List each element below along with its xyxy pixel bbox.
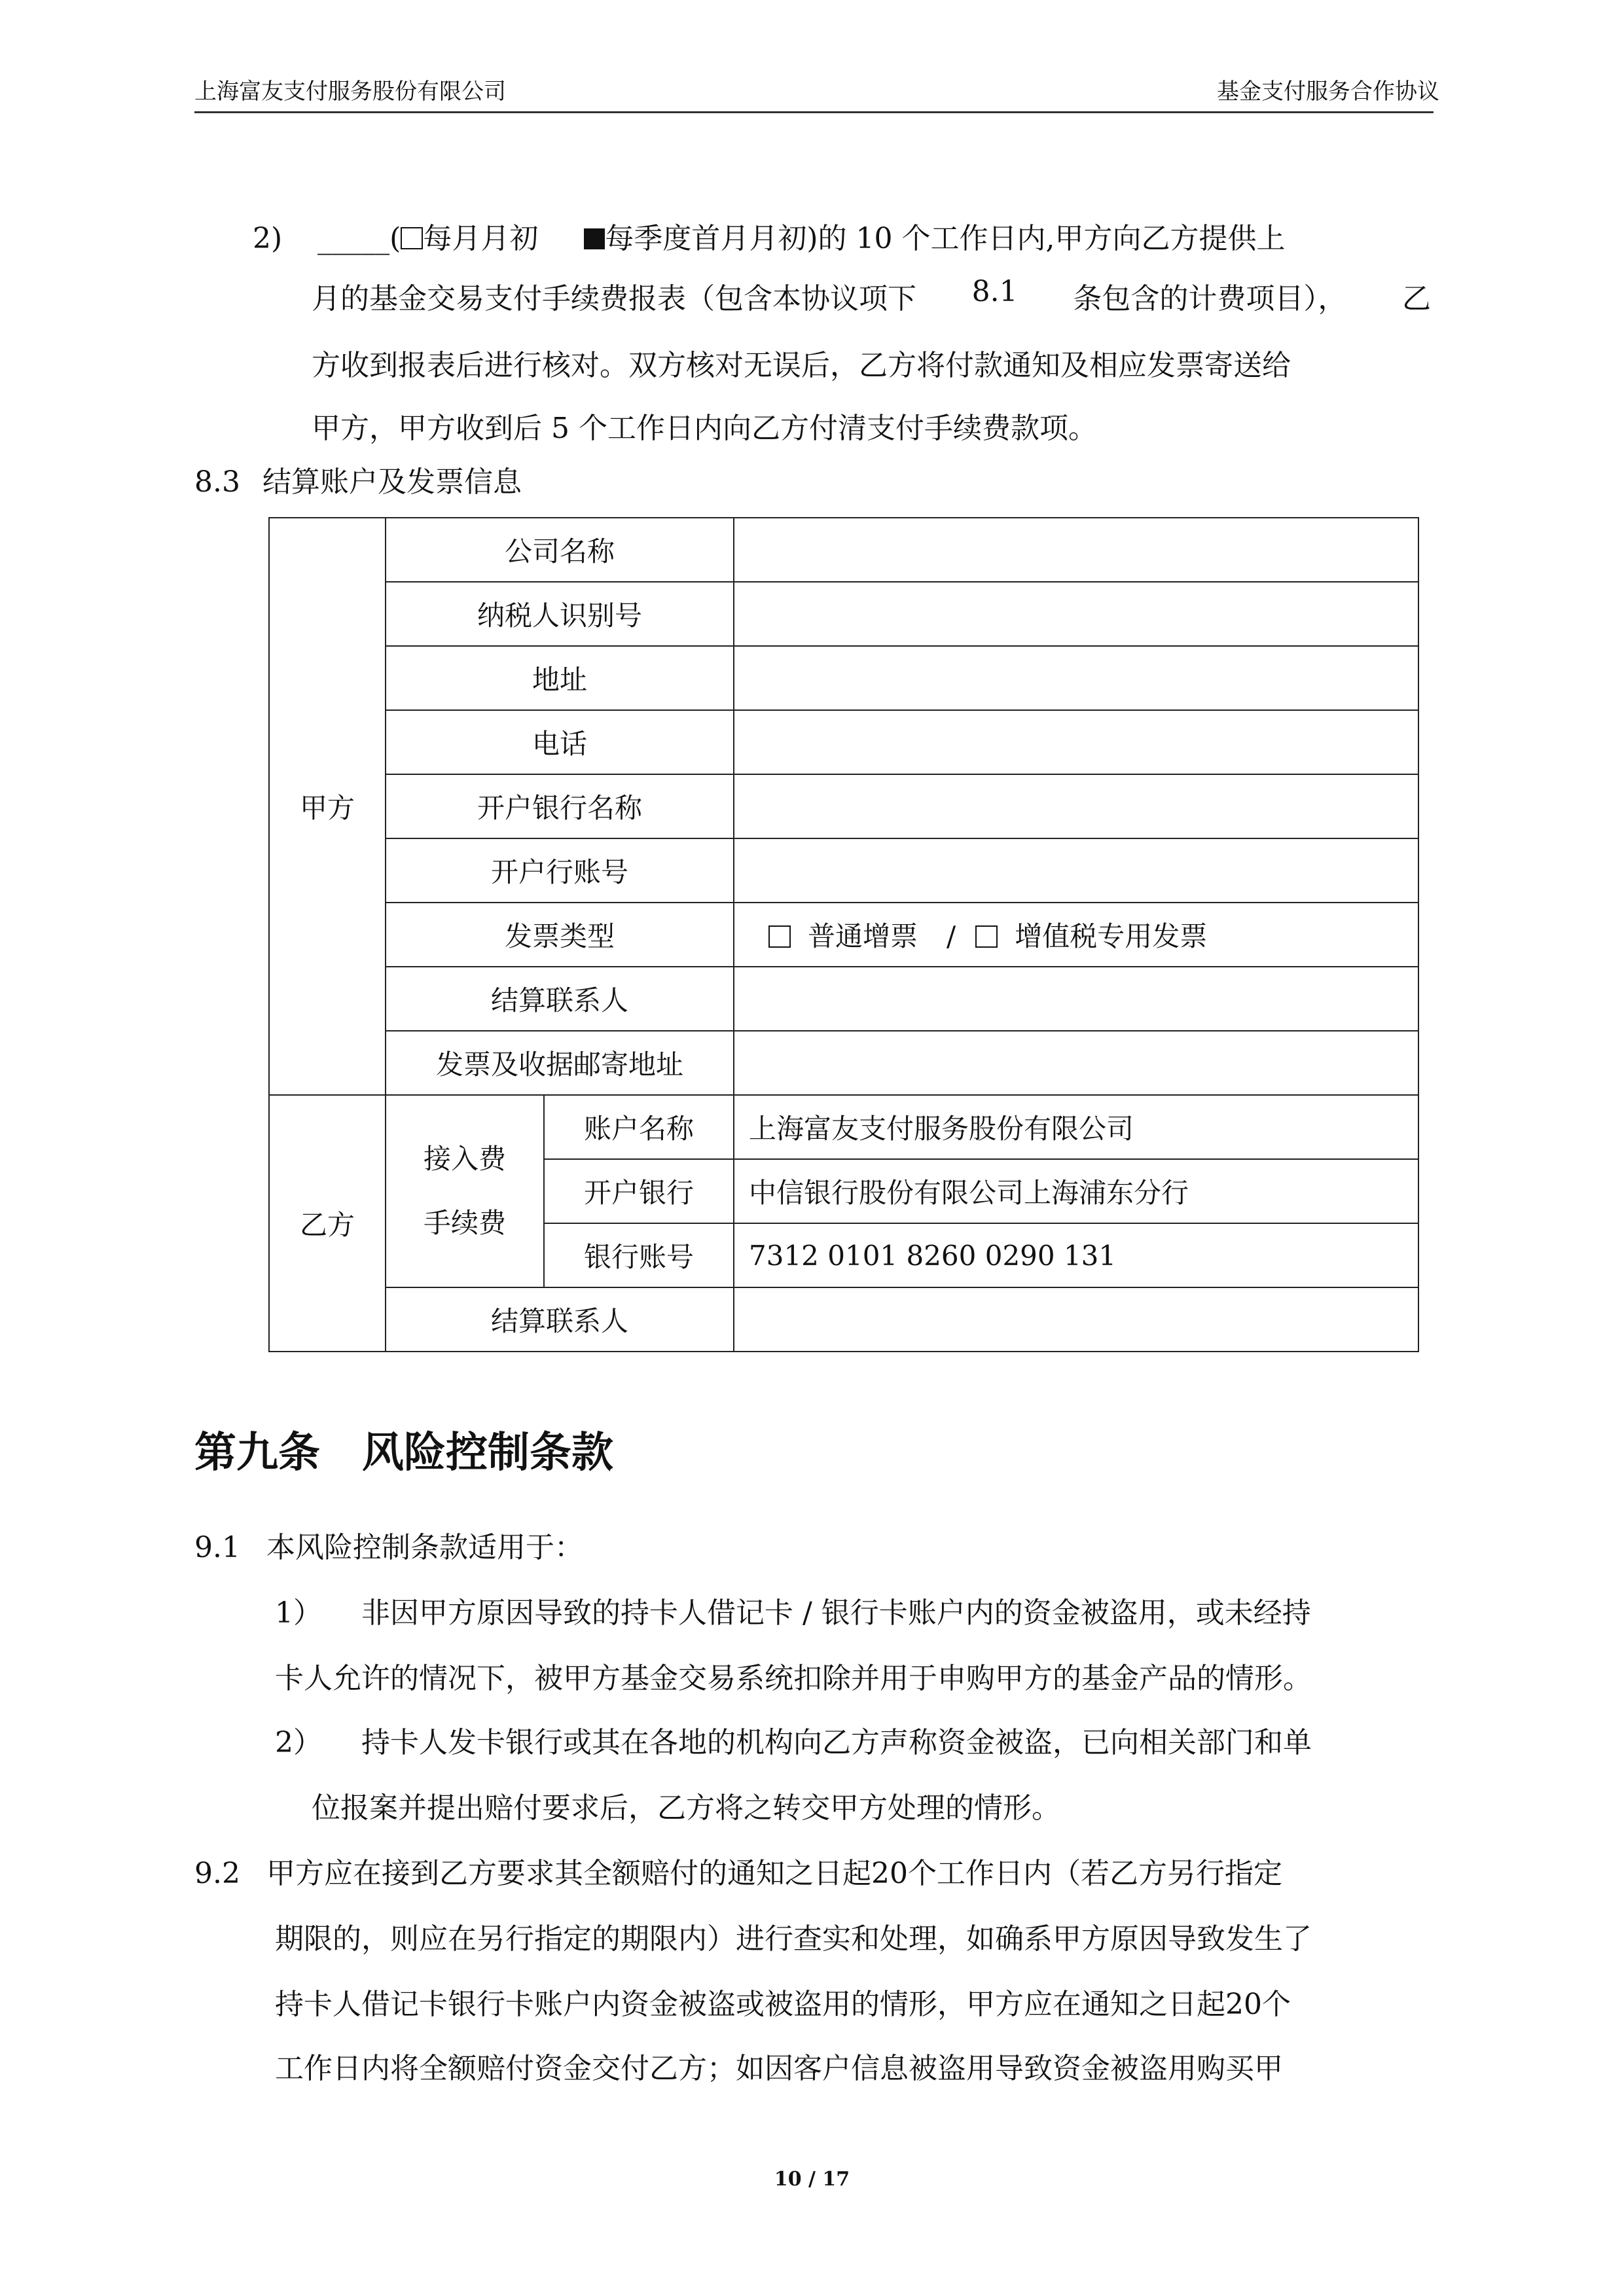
row-label: 发票类型 xyxy=(386,903,734,967)
table-row xyxy=(269,1287,1418,1352)
table-row xyxy=(269,518,1418,582)
fee-label-line1: 接入费 xyxy=(423,1143,506,1175)
checkbox-quarterly-checked xyxy=(584,228,605,249)
table-row xyxy=(269,838,1418,903)
clause-text: 本风险控制条款适用于： xyxy=(266,1531,583,1564)
mailing-address-value xyxy=(734,1031,1418,1095)
table-row xyxy=(269,1095,1418,1159)
clause-8-2-item2-line4: 甲方，甲方收到后 5 个工作日内向乙方付清支付手续费款项。 xyxy=(312,412,1097,445)
clause-9-1-item2-line1: 2） 持卡人发卡银行或其在各地的机构向乙方声称资金被盗，已向相关部门和单 xyxy=(275,1726,1312,1759)
row-label: 纳税人识别号 xyxy=(386,582,734,646)
party-b-label: 乙方 xyxy=(269,1095,386,1352)
clause-9-2-line4: 工作日内将全额赔付资金交付乙方；如因客户信息被盗用导致资金被盗用购买甲 xyxy=(275,2052,1283,2085)
row-label: 开户银行名称 xyxy=(386,774,734,838)
table-row xyxy=(269,582,1418,646)
checkbox-ordinary-invoice xyxy=(768,925,791,948)
clause-9-1 xyxy=(194,1524,583,1566)
item-number: 1） xyxy=(275,1596,322,1630)
clause-number: 9.1 xyxy=(194,1531,240,1564)
clause-9-2-line1: 9.2 甲方应在接到乙方要求其全额赔付的通知之日起20个工作日内（若乙方另行指定 xyxy=(194,1857,1282,1890)
fee-label-line2: 手续费 xyxy=(423,1207,506,1239)
row-label: 结算联系人 xyxy=(386,1287,734,1352)
row-label: 电话 xyxy=(386,710,734,774)
clause-8-2-item2-line2: 月的基金交易支付手续费报表（包含本协议项下 8.1 条包含的计费项目）， 乙 xyxy=(312,275,1431,315)
row-label: 结算联系人 xyxy=(386,967,734,1031)
row-label: 地址 xyxy=(386,646,734,710)
row-label: 账户名称 xyxy=(544,1095,734,1159)
option-monthly: 每月月初 xyxy=(423,222,539,255)
item-number: 2） xyxy=(275,1726,322,1759)
account-number-value: 7312 0101 8260 0290 131 xyxy=(734,1223,1418,1287)
bank-name-value xyxy=(734,774,1418,838)
clause-8-2-item2-line1: 2) _____( 每月月初 每季度首月月初)的 10 个工作日内,甲方向乙方提供上 xyxy=(253,222,1286,255)
table-row xyxy=(269,774,1418,838)
row-label: 开户银行 xyxy=(544,1159,734,1223)
party-b-contact-value xyxy=(734,1287,1418,1352)
company-name-value xyxy=(734,518,1418,582)
page-number: 10 / 17 xyxy=(774,2168,850,2191)
table-row xyxy=(269,710,1418,774)
taxpayer-id-value xyxy=(734,582,1418,646)
account-name-value: 上海富友支付服务股份有限公司 xyxy=(734,1095,1418,1159)
clause-9-2-line3: 持卡人借记卡银行卡账户内资金被盗或被盗用的情形，甲方应在通知之日起20个 xyxy=(275,1988,1291,2021)
row-label: 银行账号 xyxy=(544,1223,734,1287)
header-company: 上海富友支付服务股份有限公司 xyxy=(194,79,506,105)
header-rule xyxy=(194,111,1434,113)
address-value xyxy=(734,646,1418,710)
item-number: 2) xyxy=(253,222,283,255)
fee-label xyxy=(386,1095,544,1287)
bank-account-value xyxy=(734,838,1418,903)
row-label: 开户行账号 xyxy=(386,838,734,903)
header-doc-title: 基金支付服务合作协议 xyxy=(1217,79,1439,105)
party-a-label: 甲方 xyxy=(269,518,386,1095)
section-heading: 第九条 风险控制条款 xyxy=(194,1429,613,1477)
phone-value xyxy=(734,710,1418,774)
clause-title: 结算账户及发票信息 xyxy=(262,465,522,499)
invoice-type-options xyxy=(734,903,1418,967)
row-label: 发票及收据邮寄地址 xyxy=(386,1031,734,1095)
blank-field: _____ xyxy=(317,222,390,255)
contact-value xyxy=(734,967,1418,1031)
clause-9-2-line2: 期限的，则应在另行指定的期限内）进行查实和处理，如确系甲方原因导致发生了 xyxy=(275,1922,1312,1956)
option-quarterly: 每季度首月月初) xyxy=(605,222,818,255)
clause-8-3 xyxy=(194,458,522,500)
table-row xyxy=(269,903,1418,967)
bank-branch-value: 中信银行股份有限公司上海浦东分行 xyxy=(734,1159,1418,1223)
option-separator: / xyxy=(947,920,956,952)
clause-9-1-item1-line2: 卡人允许的情况下，被甲方基金交易系统扣除并用于申购甲方的基金产品的情形。 xyxy=(275,1662,1312,1695)
table-row xyxy=(269,1031,1418,1095)
row-label: 公司名称 xyxy=(386,518,734,582)
option-ordinary-invoice: 普通增票 xyxy=(808,920,918,952)
clause-number: 8.3 xyxy=(194,465,240,499)
settlement-info-table xyxy=(268,517,1419,1352)
clause-8-2-item2-line3: 方收到报表后进行核对。双方核对无误后，乙方将付款通知及相应发票寄送给 xyxy=(312,349,1291,382)
option-vat-invoice: 增值税专用发票 xyxy=(1015,920,1208,952)
clause-9-1-item1-line1: 1） 非因甲方原因导致的持卡人借记卡 / 银行卡账户内的资金被盗用，或未经持 xyxy=(275,1596,1311,1630)
clause-number: 9.2 xyxy=(194,1857,240,1890)
clause-9-1-item2-line2: 位报案并提出赔付要求后，乙方将之转交甲方处理的情形。 xyxy=(312,1791,1060,1825)
checkbox-monthly xyxy=(401,227,423,249)
table-row xyxy=(269,646,1418,710)
table-row xyxy=(269,967,1418,1031)
checkbox-vat-invoice xyxy=(975,925,998,948)
